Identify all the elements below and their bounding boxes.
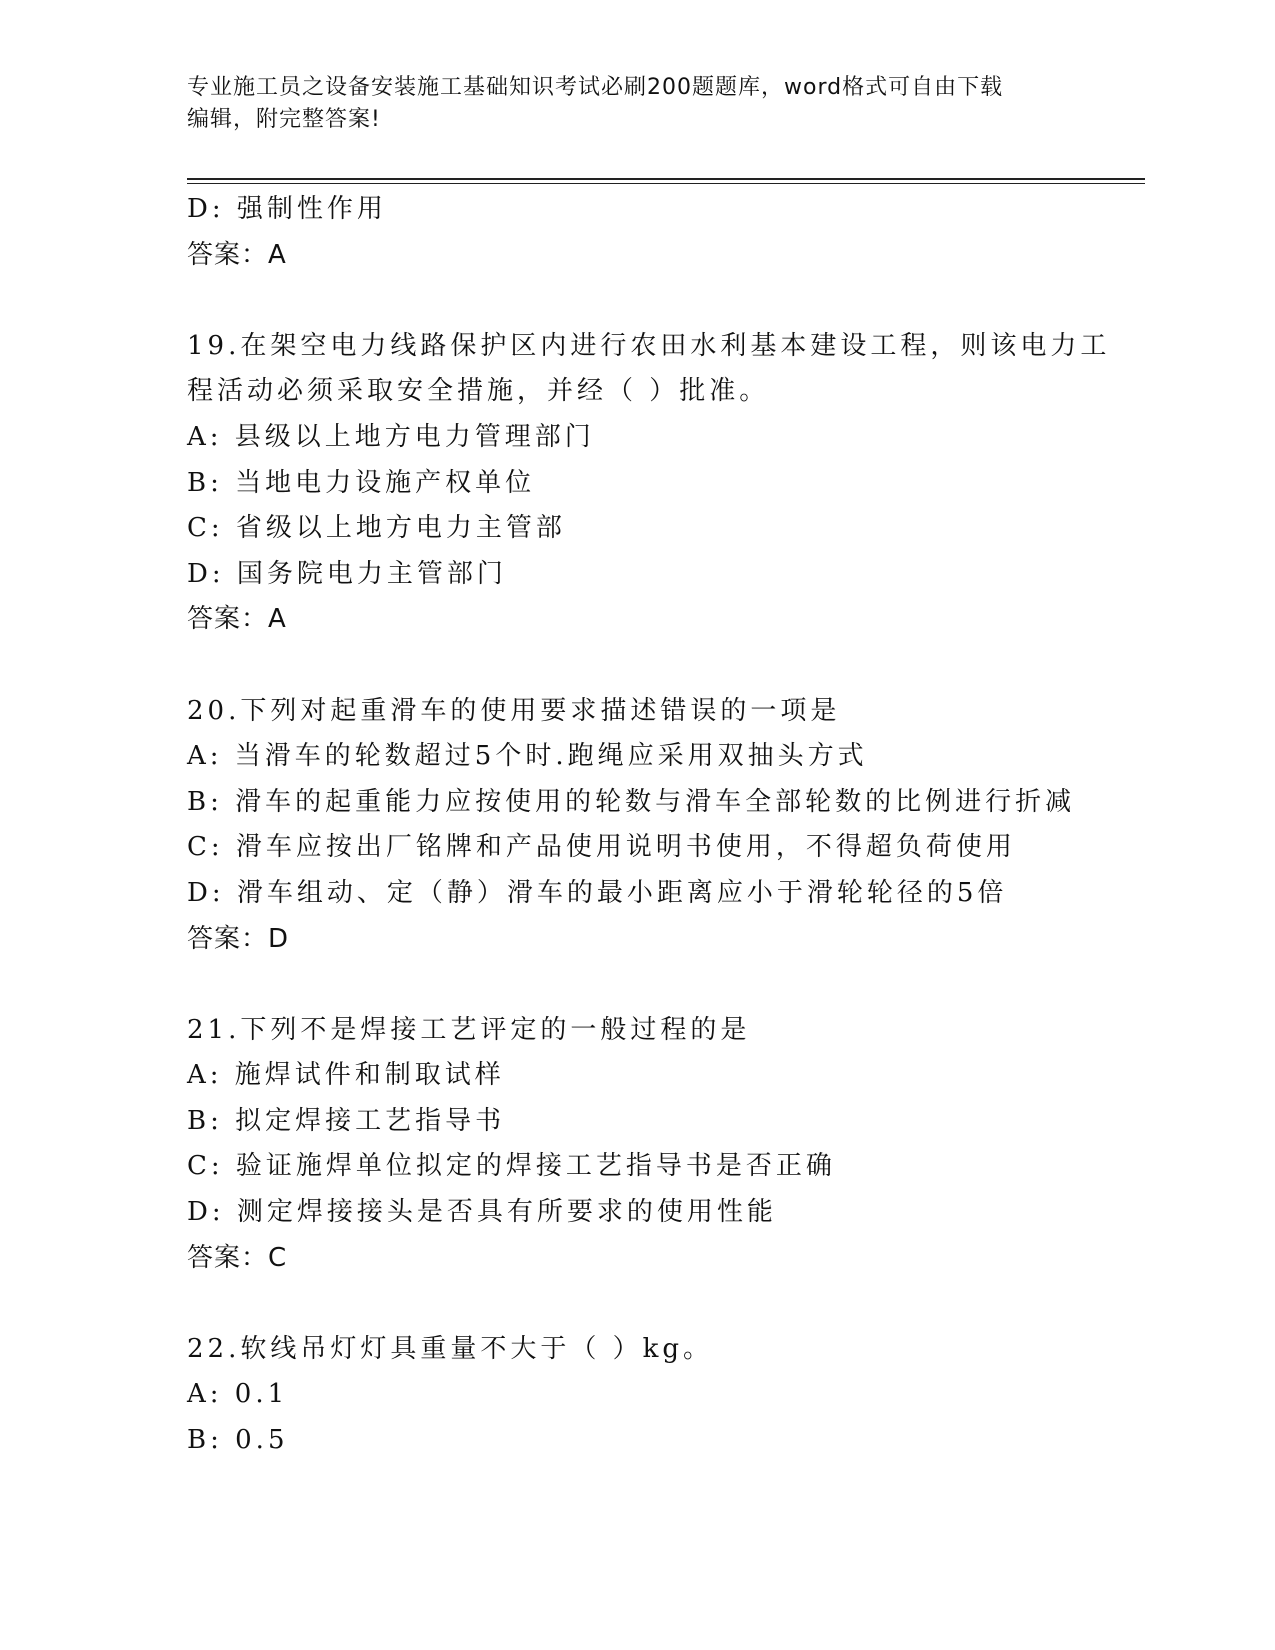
header-title-line-1: 专业施工员之设备安装施工基础知识考试必刷200题题库，word格式可自由下载 — [187, 75, 1004, 100]
option-a: A: 0.1 — [187, 1379, 289, 1410]
spacer — [187, 643, 1145, 689]
spacer — [187, 962, 1145, 1008]
header-title-line-2: 编辑，附完整答案! — [187, 107, 381, 132]
option-a: A: 施焊试件和制取试样 — [187, 1060, 505, 1091]
option-a: A: 当滑车的轮数超过5个时.跑绳应采用双抽头方式 — [187, 741, 868, 772]
option-d: D: 滑车组动、定（静）滑车的最小距离应小于滑轮轮径的5倍 — [187, 877, 1008, 908]
question-stem: 19.在架空电力线路保护区内进行农田水利基本建设工程，则该电力工 — [187, 330, 1111, 361]
page-header — [187, 72, 1087, 136]
question-20 — [187, 689, 1145, 963]
header-divider-thin — [187, 183, 1145, 184]
option-b: B: 滑车的起重能力应按使用的轮数与滑车全部轮数的比例进行折减 — [187, 786, 1076, 817]
spacer — [187, 278, 1145, 324]
spacer — [187, 1281, 1145, 1327]
header-divider-thick — [187, 178, 1145, 180]
option-b: B: 拟定焊接工艺指导书 — [187, 1105, 506, 1136]
option-c: C: 验证施焊单位拟定的焊接工艺指导书是否正确 — [187, 1151, 836, 1182]
question-stem: 21.下列不是焊接工艺评定的一般过程的是 — [187, 1014, 751, 1045]
question-21 — [187, 1008, 1145, 1282]
answer: 答案：A — [187, 604, 287, 635]
prev-option-d: D: 强制性作用 — [187, 194, 387, 224]
option-c: C: 滑车应按出厂铭牌和产品使用说明书使用，不得超负荷使用 — [187, 832, 1016, 863]
answer: 答案：C — [187, 1242, 288, 1273]
question-22 — [187, 1327, 1145, 1464]
option-d: D: 国务院电力主管部门 — [187, 558, 507, 589]
question-stem: 20.下列对起重滑车的使用要求描述错误的一项是 — [187, 695, 841, 726]
option-b: B: 0.5 — [187, 1425, 289, 1456]
answer: 答案：D — [187, 923, 290, 954]
option-b: B: 当地电力设施产权单位 — [187, 467, 536, 498]
question-19 — [187, 324, 1145, 643]
question-list — [187, 187, 1145, 1464]
option-c: C: 省级以上地方电力主管部 — [187, 513, 566, 544]
option-a: A: 县级以上地方电力管理部门 — [187, 421, 595, 452]
question-stem-cont: 程活动必须采取安全措施，并经（ ）批准。 — [187, 376, 770, 407]
option-d: D: 测定焊接接头是否具有所要求的使用性能 — [187, 1197, 777, 1228]
question-stem: 22.软线吊灯灯具重量不大于（ ）kg。 — [187, 1333, 714, 1364]
prev-answer: 答案：A — [187, 239, 287, 270]
